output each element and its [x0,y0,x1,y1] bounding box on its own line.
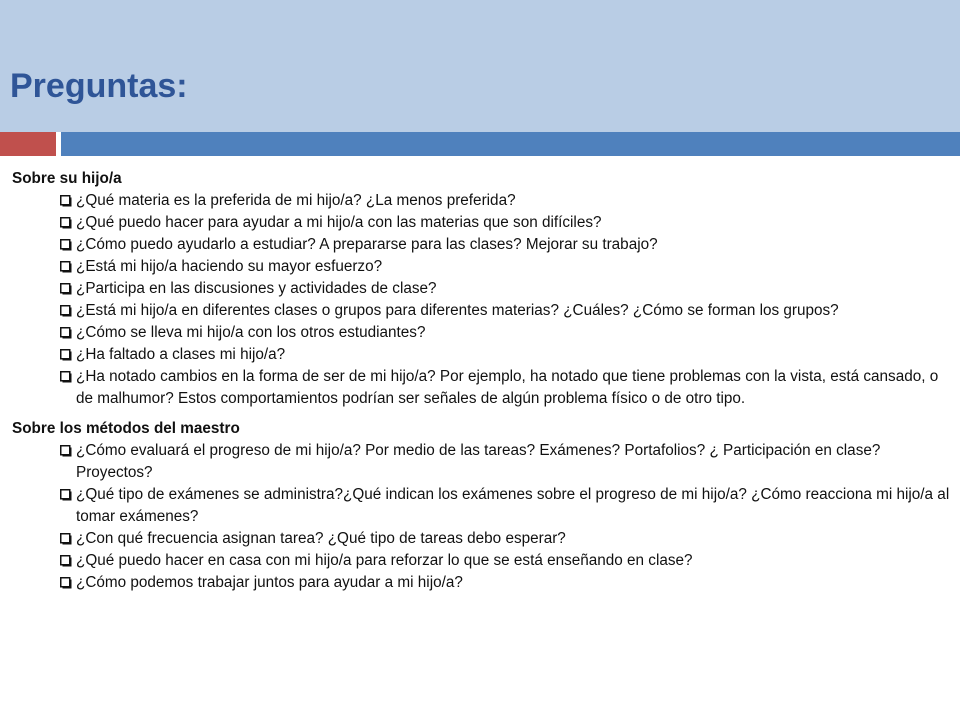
section-teacher-methods [12,418,952,594]
list-item [12,572,952,594]
list-item [12,484,952,528]
list-item [12,190,952,212]
question-text: ¿Está mi hijo/a en diferentes clases o grupos para diferentes materias? ¿Cuáles? ¿Cómo se forman los grupos? [76,302,839,319]
checkbox-bullet-icon [60,366,76,388]
question-text: ¿Cómo puedo ayudarlo a estudiar? A prepararse para las clases? Mejorar su trabajo? [76,236,658,253]
checkbox-bullet-icon [60,550,76,572]
question-text: ¿Qué puedo hacer en casa con mi hijo/a para reforzar lo que se está enseñando en clase? [76,552,693,569]
list-item [12,212,952,234]
question-text: ¿Está mi hijo/a haciendo su mayor esfuerzo? [76,258,383,275]
checkbox-bullet-icon [60,344,76,366]
checkbox-bullet-icon [60,322,76,344]
question-text: ¿Cómo evaluará el progreso de mi hijo/a? Por medio de las tareas? Exámenes? Portafolios? ¿ Participación en clase? Proyectos? [76,442,881,481]
section-heading: Sobre su hijo/a [12,170,122,187]
list-item [12,528,952,550]
slide-content [12,168,952,594]
checkbox-bullet-icon [60,484,76,506]
question-text: ¿Ha notado cambios en la forma de ser de mi hijo/a? Por ejemplo, ha notado que tiene problemas con la vista, está cansado, o de malhumor? Estos comportamientos podrían ser señales de algún problema físico o de otro tipo. [76,368,939,407]
list-item [12,440,952,484]
checkbox-bullet-icon [60,528,76,550]
list-item [12,344,952,366]
question-text: ¿Cómo se lleva mi hijo/a con los otros estudiantes? [76,324,426,341]
question-text: ¿Qué puedo hacer para ayudar a mi hijo/a con las materias que son difíciles? [76,214,602,231]
checkbox-bullet-icon [60,300,76,322]
list-item [12,234,952,256]
checkbox-bullet-icon [60,256,76,278]
list-item [12,550,952,572]
checkbox-bullet-icon [60,278,76,300]
question-text: ¿Qué materia es la preferida de mi hijo/a? ¿La menos preferida? [76,192,516,209]
question-text: ¿Ha faltado a clases mi hijo/a? [76,346,286,363]
list-item [12,322,952,344]
checkbox-bullet-icon [60,234,76,256]
accent-bar-red [0,132,56,156]
checkbox-bullet-icon [60,212,76,234]
slide-title: Preguntas: [10,67,188,105]
checkbox-bullet-icon [60,190,76,212]
list-item [12,278,952,300]
question-list [12,440,952,594]
question-text: ¿Con qué frecuencia asignan tarea? ¿Qué tipo de tareas debo esperar? [76,530,566,547]
question-list [12,190,952,410]
section-heading: Sobre los métodos del maestro [12,420,240,437]
list-item [12,366,952,410]
list-item [12,300,952,322]
checkbox-bullet-icon [60,440,76,462]
question-text: ¿Qué tipo de exámenes se administra?¿Qué indican los exámenes sobre el progreso de mi hijo/a? ¿Cómo reacciona mi hijo/a al tomar exámenes? [76,486,950,525]
checkbox-bullet-icon [60,572,76,594]
slide-header [0,0,960,132]
question-text: ¿Cómo podemos trabajar juntos para ayudar a mi hijo/a? [76,574,463,591]
question-text: ¿Participa en las discusiones y actividades de clase? [76,280,437,297]
section-child [12,168,952,410]
list-item [12,256,952,278]
accent-bar-blue [61,132,960,156]
